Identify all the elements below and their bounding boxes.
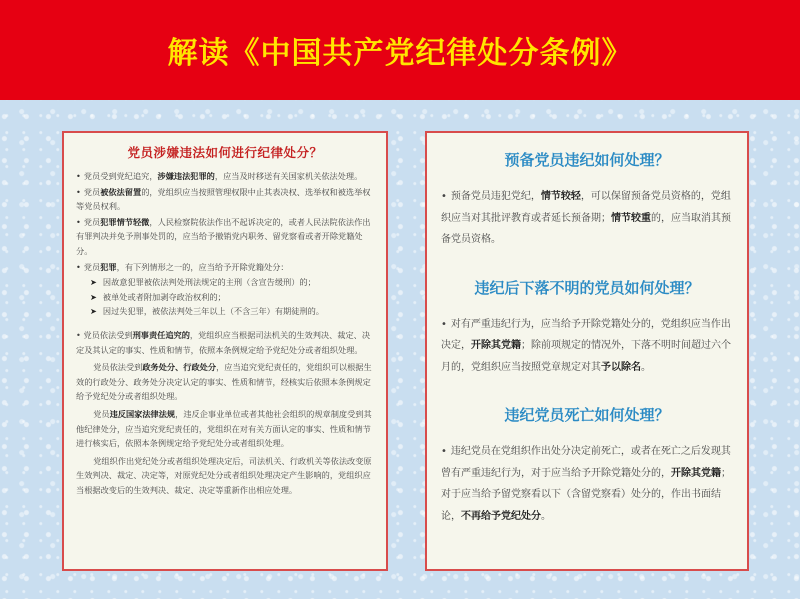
item-emphasis: 刑事责任追究的: [132, 329, 190, 340]
paragraph: [76, 360, 374, 404]
item-text: ，党组织应当根据司法机关的生效判决、裁定、决定及其认定的事实、性质和情节，依照本条例规定给予党纪处分或者组织处理。: [76, 329, 371, 355]
section-text-part: ，可以保留预备党员资格的，党组织应当对其批评教育或者延长预备期；: [441, 191, 731, 224]
item-text: 党员受到党纪追究，: [83, 171, 158, 181]
item-emphasis: 犯罪情节轻微: [100, 216, 150, 227]
arrow-right-icon: ➤: [90, 291, 97, 302]
paragraph-emphasis: 违反国家法律法规: [109, 408, 176, 419]
sub-item-text: 被单处或者附加剥夺政治权利的；: [102, 291, 226, 302]
bullet-icon: •: [76, 171, 81, 181]
section-heading: 违纪后下落不明的党员如何处理？: [474, 278, 700, 297]
section-emphasis: 开除其党籍: [471, 340, 521, 351]
item-emphasis: 犯罪: [100, 261, 117, 272]
paragraph-text: 党员: [93, 408, 110, 419]
section-text-part: 。: [541, 510, 551, 522]
bullet-icon: •: [441, 446, 447, 457]
sub-item-text: 因过失犯罪，被依法判处三年以上（不含三年）有期徒刑的。: [102, 306, 324, 317]
item-text: 党员: [83, 216, 101, 227]
paragraph-text: ，应当追究党纪责任的，党组织可以根据生效的行政处分、政务处分决定认定的事实、性质和情节，经核实后依照本条例规定给予党纪处分或者组织处理。: [76, 362, 372, 402]
sub-item-text: 因故意犯罪被依法判处刑法规定的主刑（含宣告缓刑）的；: [102, 277, 316, 288]
bullet-icon: •: [76, 186, 81, 197]
section-emphasis: 情节较重: [611, 212, 651, 224]
section-text-part: 对有严重违纪行为，应当给予开除党籍处分的，党组织应当作出决定，: [441, 318, 731, 351]
list-item: [76, 215, 374, 259]
section-text-part: 违纪党员在党组织作出处分决定前死亡，或者在死亡之后发现其曾有严重违纪行为，对于应当给予开除党籍处分的，: [441, 446, 731, 479]
bullet-icon: •: [441, 318, 447, 330]
paragraph-text: ，违反企事业单位或者其他社会组织的规章制度受到其他纪律处分，应当追究党纪责任的，党组织在对有关方面认定的事实、性质和情节进行核实后，依照本条例规定给予党纪处分或者组织处理。: [76, 408, 372, 449]
item-text: 党员: [83, 261, 101, 272]
page-title: 解读《中国共产党纪律处分条例》: [167, 36, 633, 71]
sub-list-item: [76, 290, 374, 305]
paragraph-emphasis: 政务处分、行政处分: [142, 362, 217, 373]
bullet-icon: •: [76, 261, 81, 272]
arrow-right-icon: ➤: [90, 306, 97, 317]
section-emphasis: 不再给予党纪处分: [461, 510, 541, 522]
item-text: 的，党组织应当按照管理权限中止其表决权、选举权和被选举权等党员权利。: [76, 186, 371, 212]
section-heading: 预备党员违纪如何处理？: [504, 151, 670, 169]
list-item: [76, 328, 374, 357]
left-card: [62, 131, 388, 571]
section-text: [441, 314, 733, 379]
section-text: [441, 441, 733, 527]
section-text-part: ；除前项规定的情况外，下落不明时间超过六个月的，党组织应当按照党章规定对其: [441, 340, 731, 373]
paragraph: 党组织作出党纪处分或者组织处理决定后，司法机关、行政机关等依法改变原生效判决、裁定、决定等，对原党纪处分或者组织处理决定产生影响的，党组织应当根据改变后的生效判决、裁定、决定等重新作出相应处理。: [76, 455, 372, 495]
list-item: [76, 169, 374, 184]
left-card-heading: 党员涉嫌违法如何进行纪律处分？: [127, 145, 323, 160]
item-text: ，有下列情形之一的，应当给予开除党籍处分：: [116, 261, 289, 272]
paragraph-text: 党员依法受到: [93, 362, 143, 373]
paragraph: [76, 407, 374, 451]
section-text-part: 的，应当取消其预备党员资格。: [441, 212, 731, 245]
arrow-right-icon: ➤: [90, 277, 97, 288]
sub-list-item: [76, 304, 374, 319]
title-banner: [0, 0, 800, 100]
section-heading: 违纪党员死亡如何处理？: [504, 406, 670, 424]
item-text: ，人民检察院依法作出不起诉决定的，或者人民法院依法作出有罪判决并免予刑事处罚的，应当给予撤销党内职务、留党察看或者开除党籍处分。: [76, 216, 371, 256]
list-item: [76, 185, 374, 214]
item-text: 党员: [83, 186, 101, 197]
item-text: 党员依法受到: [83, 329, 133, 340]
item-emphasis: 被依法留置: [100, 186, 142, 197]
section-emphasis: 开除其党籍: [671, 467, 721, 479]
section-text-part: ；对于应当给予留党察看以下（含留党察看）处分的，作出书面结论，: [441, 467, 731, 522]
section-text-part: 。: [641, 361, 651, 373]
sub-list-item: [76, 275, 374, 290]
section-emphasis: 情节较轻: [540, 191, 581, 202]
item-emphasis: 涉嫌违法犯罪的: [157, 171, 215, 181]
bullet-icon: •: [441, 191, 447, 202]
list-item: [76, 260, 374, 275]
section-text-part: 预备党员违犯党纪，: [450, 191, 541, 202]
section-emphasis: 予以除名: [601, 361, 641, 373]
section-text: [441, 186, 733, 251]
item-text: ，应当及时移送有关国家机关依法处理。: [214, 171, 363, 181]
bullet-icon: •: [76, 329, 84, 340]
right-card: [425, 131, 749, 571]
bullet-icon: •: [76, 216, 81, 227]
